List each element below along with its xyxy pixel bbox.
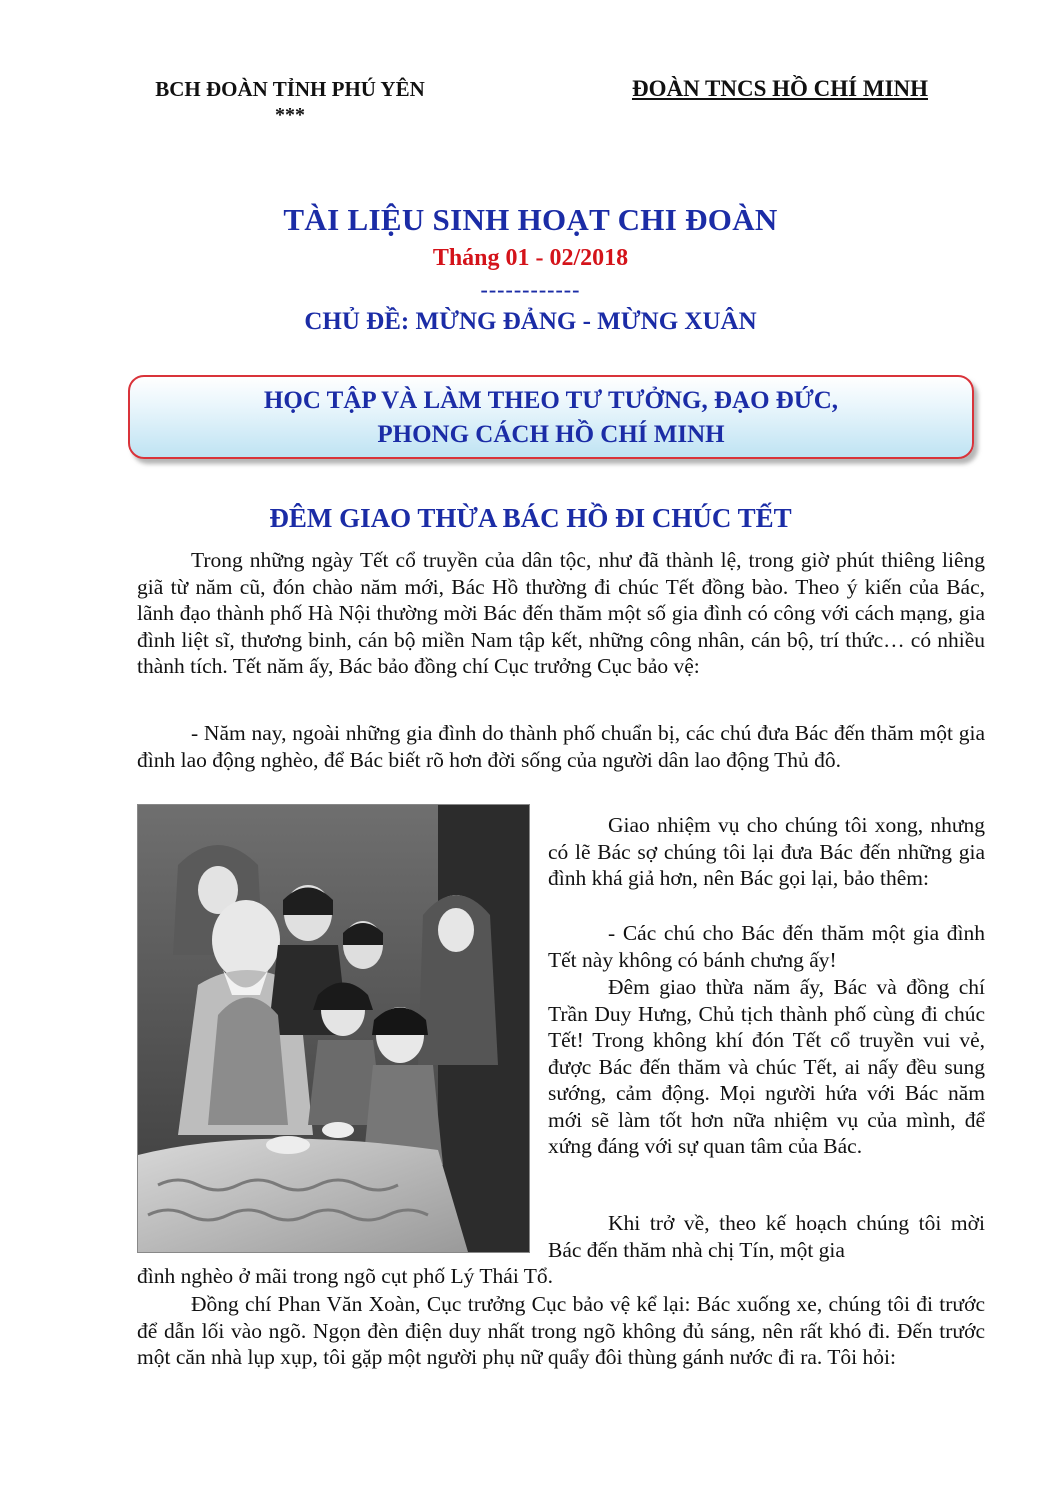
article-title: ĐÊM GIAO THỪA BÁC HỒ ĐI CHÚC TẾT xyxy=(269,503,792,533)
article-paragraph-2: - Năm nay, ngoài những gia đình do thành phố chuẩn bị, các chú đưa Bác đến thăm một gia đình lao động nghèo, để Bác biết rõ hơn đời sống của người dân lao động Thủ đô. xyxy=(137,721,985,772)
article-paragraph-4: Đồng chí Phan Văn Xoàn, Cục trưởng Cục bảo vệ kể lại: Bác xuống xe, chúng tôi đi trước để dẫn lối vào ngõ. Ngọn đèn điện duy nhất trong ngõ không đủ sáng, nên rất khó đi. Đến trước một căn nhà lụp xụp, tôi gặp một người phụ nữ quẩy đôi thùng gánh nước đi ra. Tôi hỏi: xyxy=(137,1292,985,1369)
column-paragraph-3: Đêm giao thừa năm ấy, Bác và đồng chí Trần Duy Hưng, Chủ tịch thành phố cùng đi chúc Tết! Trong không khí đón Tết cổ truyền vui vẻ, được Bác đến thăm và chúc Tết, ai nấy đều sung sướng, cảm động. Mọi người hứa với Bác năm mới sẽ làm tốt hơn nữa nhiệm vụ của mình, để xứng đáng với sự quan tâm của Bác. xyxy=(548,975,985,1158)
document-theme: CHỦ ĐỀ: MỪNG ĐẢNG - MỪNG XUÂN xyxy=(304,308,757,335)
column-paragraph-4: Khi trở về, theo kế hoạch chúng tôi mời Bác đến thăm nhà chị Tín, một gia xyxy=(548,1211,985,1262)
document-date: Tháng 01 - 02/2018 xyxy=(432,245,629,271)
banner-line-2: PHONG CÁCH HỒ CHÍ MINH xyxy=(377,421,725,448)
banner-line-1: HỌC TẬP VÀ LÀM THEO TƯ TƯỞNG, ĐẠO ĐỨC, xyxy=(263,387,839,414)
photo-illustration xyxy=(138,805,529,1252)
column-paragraph-1: Giao nhiệm vụ cho chúng tôi xong, nhưng có lẽ Bác sợ chúng tôi lại đưa Bác đến những gia đình khá giả hơn, nên Bác gọi lại, bảo thêm: xyxy=(548,813,985,890)
column-paragraph-2: - Các chú cho Bác đến thăm một gia đình Tết này không có bánh chưng ấy! xyxy=(548,921,985,972)
article-paragraph-3: đình nghèo ở mãi trong ngõ cụt phố Lý Thái Tổ. xyxy=(137,1264,554,1288)
historical-photo xyxy=(137,804,530,1253)
header-stars: *** xyxy=(275,104,305,126)
organization-left: BCH ĐOÀN TỈNH PHÚ YÊN xyxy=(155,77,425,101)
document-title: TÀI LIỆU SINH HOẠT CHI ĐOÀN xyxy=(283,202,778,237)
title-separator: ------------ xyxy=(480,277,581,302)
section-banner xyxy=(128,375,974,459)
article-paragraph-1: Trong những ngày Tết cổ truyền của dân tộc, như đã thành lệ, trong giờ phút thiêng liêng giã từ năm cũ, đón chào năm mới, Bác Hồ thường đi chúc Tết đồng bào. Theo ý kiến của Bác, lãnh đạo thành phố Hà Nội thường mời Bác đến thăm một số gia đình có công với cách mạng, gia đình liệt sĩ, thương binh, cán bộ miền Nam tập kết, những công nhân, cán bộ, trí thức… có nhiều thành tích. Tết năm ấy, Bác bảo đồng chí Cục trưởng Cục bảo vệ: xyxy=(137,548,985,678)
organization-right: ĐOÀN TNCS HỒ CHÍ MINH xyxy=(631,76,929,101)
